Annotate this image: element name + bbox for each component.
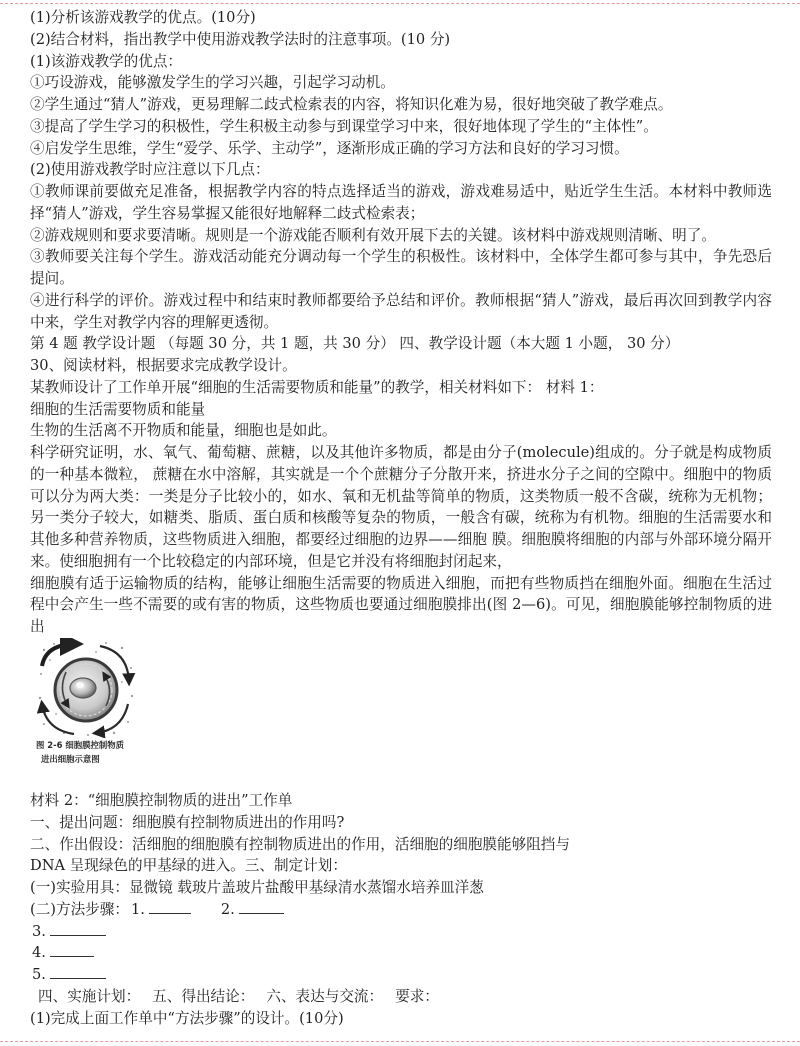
answer-part1-item: ④启发学生思维，学生“爱学、乐学、主动学”，逐渐形成正确的学习方法和良好的学习习惯。 bbox=[30, 139, 629, 157]
plan-item: 六、表达与交流： bbox=[266, 987, 384, 1005]
worksheet-line: 二、作出假设：活细胞的细胞膜有控制物质进出的作用，活细胞的细胞膜能够阻挡与 bbox=[30, 835, 570, 853]
figure-caption-line: 进出细胞示意图 bbox=[41, 754, 100, 764]
question-4-prompt: 30、阅读材料，根据要求完成教学设计。 bbox=[30, 357, 297, 374]
figure-caption-line: 图 2-6 细胞膜控制物质 bbox=[36, 740, 124, 750]
worksheet-step-line bbox=[30, 921, 772, 943]
step-number: 5. bbox=[32, 966, 46, 983]
worksheet-plan-line bbox=[30, 986, 772, 1008]
answer-part2-item: ②游戏规则和要求要清晰。规则是一个游戏能否顺利有效开展下去的关键。该材料中游戏规则清晰、明了。 bbox=[30, 226, 716, 244]
step-number: 4. bbox=[32, 944, 46, 962]
worksheet-tools: (一)实验用具：显微镜 载玻片盖玻片盐酸甲基绿清水蒸馏水培养皿洋葱 bbox=[30, 879, 484, 896]
figure-caption bbox=[36, 738, 140, 766]
worksheet-step-line bbox=[30, 964, 772, 986]
answer-part1-heading: (1)该游戏教学的优点： bbox=[30, 52, 183, 70]
answer-blank bbox=[50, 944, 94, 957]
question-2: (2)结合材料，指出教学中使用游戏教学法时的注意事项。(10 分) bbox=[30, 30, 451, 48]
bottom-dashed-rule bbox=[0, 1041, 800, 1042]
answer-part1-item: ③提高了学生学习的积极性，学生积极主动参与到课堂学习中来，很好地体现了学生的“主体性”。 bbox=[30, 117, 658, 135]
step-number: 3. bbox=[32, 922, 46, 940]
upper-text-section bbox=[30, 7, 772, 638]
question-1: (1)分析该游戏教学的优点。(10分) bbox=[30, 9, 256, 26]
answer-part2-heading: (2)使用游戏教学时应注意以下几点： bbox=[30, 161, 270, 179]
cell-nucleus bbox=[70, 678, 96, 698]
step-number: 1. bbox=[130, 900, 145, 918]
plan-item: 五、得出结论： bbox=[152, 987, 255, 1005]
step-number: 2. bbox=[220, 900, 235, 918]
material-1-title: 细胞的生活需要物质和能量 bbox=[30, 400, 206, 418]
requirement-1: (1)完成上面工作单中“方法步骤”的设计。(10分) bbox=[30, 1009, 344, 1027]
answer-part1-item: ②学生通过“猜人”游戏，更易理解二歧式检索表的内容，将知识化难为易，很好地突破了教学难点。 bbox=[30, 96, 673, 113]
worksheet-step-line bbox=[30, 942, 772, 964]
top-dashed-rule bbox=[0, 3, 800, 4]
plan-item: 四、实施计划： bbox=[38, 987, 141, 1005]
material-1-paragraph: 科学研究证明，水、氧气、葡萄糖、蔗糖，以及其他许多物质，都是由分子(molecule)组成的。分子就是构成物质的一种基本微粒， 蔗糖在水中溶解，其实就是一个个蔗糖分子分散开来，挤进水分子之间的空隙中。细胞中的物质可以分为两大类：一类是分子比较小的，如水、氧和无机盐等简单的物质，这类物质一般不含碳，统称为无机物；另一类分子较大，如糖类、脂质、蛋白质和核酸等复杂的物质，一般含有碳，统称为有机物。细胞的生活需要水和其他多种营养物质，这些物质进入细胞，都要经过细胞的边界——细胞 膜。细胞膜将细胞的内部与外部环境分隔开来。使细胞拥有一个比较稳定的内部环境，但是它并没有将细胞封闭起来， bbox=[30, 444, 772, 570]
question-4-intro: 某教师设计了工作单开展“细胞的生活需要物质和能量”的教学，相关材料如下： 材料 1： bbox=[30, 378, 604, 396]
answer-part1-item: ①巧设游戏，能够激发学生的学习兴趣，引起学习动机。 bbox=[30, 74, 395, 92]
worksheet-line: 一、提出问题：细胞膜有控制物质进出的作用吗? bbox=[30, 813, 345, 831]
answer-blank bbox=[50, 966, 106, 979]
cell-membrane-figure bbox=[36, 638, 140, 766]
worksheet-line: DNA 呈现绿色的甲基绿的进入。三、制定计划： bbox=[30, 857, 347, 875]
steps-label: (二)方法步骤： bbox=[30, 900, 129, 918]
answer-blank bbox=[50, 923, 106, 936]
answer-blank bbox=[149, 901, 191, 914]
answer-blank bbox=[239, 901, 284, 914]
cell-diagram-image bbox=[36, 638, 136, 738]
answer-part2-item: ③教师要关注每个学生。游戏活动能充分调动每一个学生的积极性。该材料中，全体学生都可参与其中，争先恐后提问。 bbox=[30, 248, 772, 287]
material-1-sentence: 生物的生活离不开物质和能量，细胞也是如此。 bbox=[30, 422, 337, 440]
worksheet-steps bbox=[30, 899, 772, 921]
material-1-paragraph: 细胞膜有适于运输物质的结构，能够让细胞生活需要的物质进入细胞，而把有些物质挡在细胞外面。细胞在生活过程中会产生一些不需要的或有害的物质，这些物质也要通过细胞膜排出(图 2—6)。可见，细胞膜能够控制物质的进出 bbox=[30, 574, 772, 635]
question-4-header: 第 4 题 教学设计题 （每题 30 分，共 1 题，共 30 分） 四、教学设计题（本大题 1 小题， 30 分） bbox=[30, 335, 680, 353]
answer-part2-item: ④进行科学的评价。游戏过程中和结束时教师都要给予总结和评价。教师根据“猜人”游戏，最后再次回到教学内容中来，学生对教学内容的理解更透彻。 bbox=[30, 291, 772, 331]
material-2-title: 材料 2：“细胞膜控制物质的进出”工作单 bbox=[30, 792, 293, 809]
nucleus-highlight bbox=[76, 682, 84, 688]
plan-item: 要求： bbox=[395, 987, 439, 1005]
answer-part2-item: ①教师课前要做充足准备，根据教学内容的特点选择适当的游戏，游戏难易适中，贴近学生生活。本材料中教师选择“猜人”游戏，学生容易掌握又能很好地解释二歧式检索表； bbox=[30, 183, 772, 222]
worksheet-section bbox=[30, 790, 772, 1029]
